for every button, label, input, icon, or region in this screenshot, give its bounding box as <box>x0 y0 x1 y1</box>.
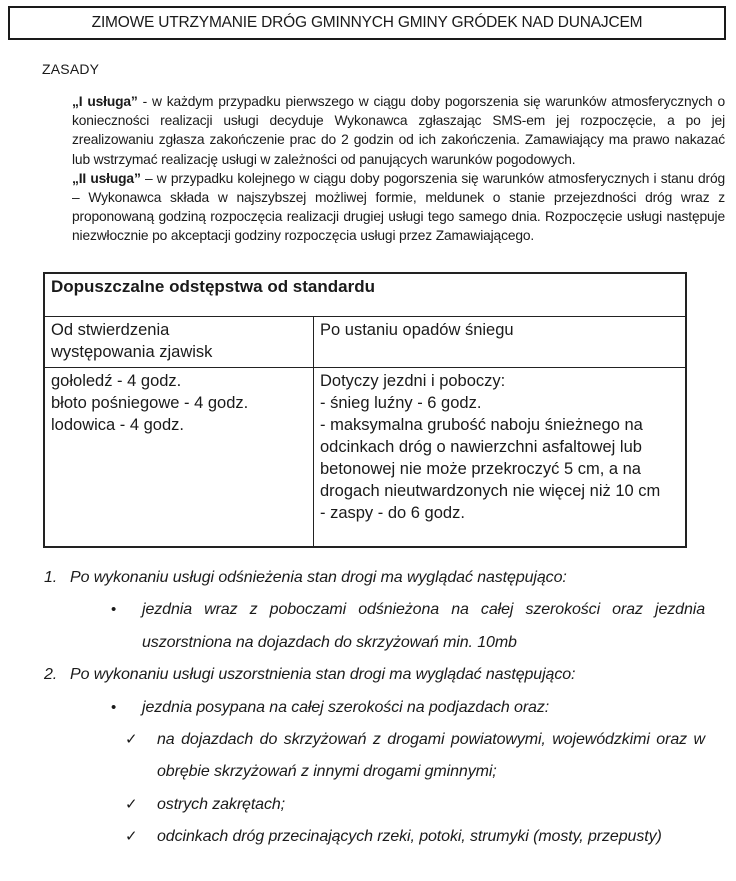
standards-table <box>43 272 687 548</box>
table-cell-line: błoto pośniegowe - 4 godz. <box>51 394 249 412</box>
list-item-1 <box>0 562 736 594</box>
bullet-item-2-text: jezdnia posypana na całej szerokości na podjazdach oraz: <box>142 698 550 716</box>
table-cell-line: - śnieg luźny - 6 godz. <box>320 394 482 412</box>
table-cell-line: - maksymalna grubość naboju śnieżnego na odcinkach dróg o nawierzchni asfaltowej lub betonowej nie może przekroczyć 5 cm, a na drogach nieutwardzonych nie więcej niż 10 cm <box>320 416 661 500</box>
rule-sep-2: – <box>140 170 157 186</box>
table-header-row <box>44 317 686 368</box>
table-cell-line: lodowica - 4 godz. <box>51 416 184 434</box>
bullet-item-2 <box>0 692 736 724</box>
section-heading: ZASADY <box>42 61 100 77</box>
document-title: ZIMOWE UTRZYMANIE DRÓG GMINNYCH GMINY GRÓDEK NAD DUNAJCEM <box>91 14 643 31</box>
rule-sep-1: - <box>137 94 152 109</box>
table-header-left-text: Od stwierdzenia występowania zjawisk <box>51 321 213 361</box>
check-item-3-text: odcinkach dróg przecinających rzeki, potoki, strumyki (mosty, przepusty) <box>157 828 662 846</box>
rules-paragraphs <box>72 92 725 246</box>
rule-paragraph-2 <box>72 169 725 246</box>
checkmark-icon: ✓ <box>125 731 138 749</box>
table-title-row <box>44 273 686 317</box>
list-item-1-text: Po wykonaniu usługi odśnieżenia stan drogi ma wyglądać następująco: <box>70 569 567 586</box>
table-cell-line: - zaspy - do 6 godz. <box>320 504 465 522</box>
check-item-2-text: ostrych zakrętach; <box>157 795 286 813</box>
table-title-cell: Dopuszczalne odstępstwa od standardu <box>44 273 686 317</box>
table-body-cell-left <box>44 368 314 548</box>
list-item-2 <box>0 659 736 691</box>
list-item-2-text: Po wykonaniu usługi uszorstnienia stan drogi ma wyglądać następująco: <box>70 666 576 684</box>
table-header-cell-left <box>44 317 314 368</box>
rule-term-2: „II usługa” <box>72 170 141 186</box>
table-cell-line: Dotyczy jezdni i poboczy: <box>320 372 506 390</box>
numbered-list <box>0 562 736 854</box>
bullet-icon: • <box>111 601 117 619</box>
check-item-2 <box>0 789 736 821</box>
list-item-1-number: 1. <box>44 569 58 586</box>
checkmark-icon: ✓ <box>125 795 138 813</box>
checkmark-icon: ✓ <box>125 828 138 846</box>
table-body-cell-right <box>314 368 687 548</box>
rule-paragraph-1 <box>72 92 725 169</box>
rule-text-1: w każdym przypadku pierwszego w ciągu doby pogorszenia się warunków atmosferycznych o konieczności realizacji usługi decyduje Wykonawca zgłaszając SMS-em jej rozpoczęcie, a po jej zrealizowaniu zgłasza zakończenie prac do 2 godzin od ich zakończenia. Zamawiający ma prawo nakazać lub wstrzymać realizację usługi w zależności od panujących warunków pogodowych. <box>72 94 725 167</box>
table-header-cell-right: Po ustaniu opadów śniegu <box>314 317 687 368</box>
table-body-row <box>44 368 686 548</box>
list-item-2-number: 2. <box>44 666 58 684</box>
bullet-item-1-text: jezdnia wraz z poboczami odśnieżona na całej szerokości oraz jezdnia uszorstniona na dojazdach do skrzyżowań min. 10mb <box>142 601 705 651</box>
rule-text-2: w przypadku kolejnego w ciągu doby pogorszenia się warunków atmosferycznych i stanu dróg – Wykonawca składa w najszybszej możliwej formie, meldunek o stanie przejezdności dróg wraz z proponowaną godziną rozpoczęcia realizacji drugiej usługi tego samego dnia. Rozpoczęcie usługi następuje niezwłocznie po akceptacji godziny rozpoczęcia usługi przez Zamawiającego. <box>72 170 726 244</box>
table-cell-line: gołoledź - 4 godz. <box>51 372 182 390</box>
document-title-box <box>8 6 726 40</box>
bullet-icon: • <box>111 698 117 716</box>
check-item-1-text: na dojazdach do skrzyżowań z drogami powiatowymi, wojewódzkimi oraz w obrębie skrzyżowań z innymi drogami gminnymi; <box>157 731 705 781</box>
bullet-item-1 <box>0 594 736 659</box>
check-item-3 <box>0 821 736 853</box>
rule-term-1: „I usługa” <box>72 94 138 109</box>
check-item-1 <box>0 724 736 789</box>
